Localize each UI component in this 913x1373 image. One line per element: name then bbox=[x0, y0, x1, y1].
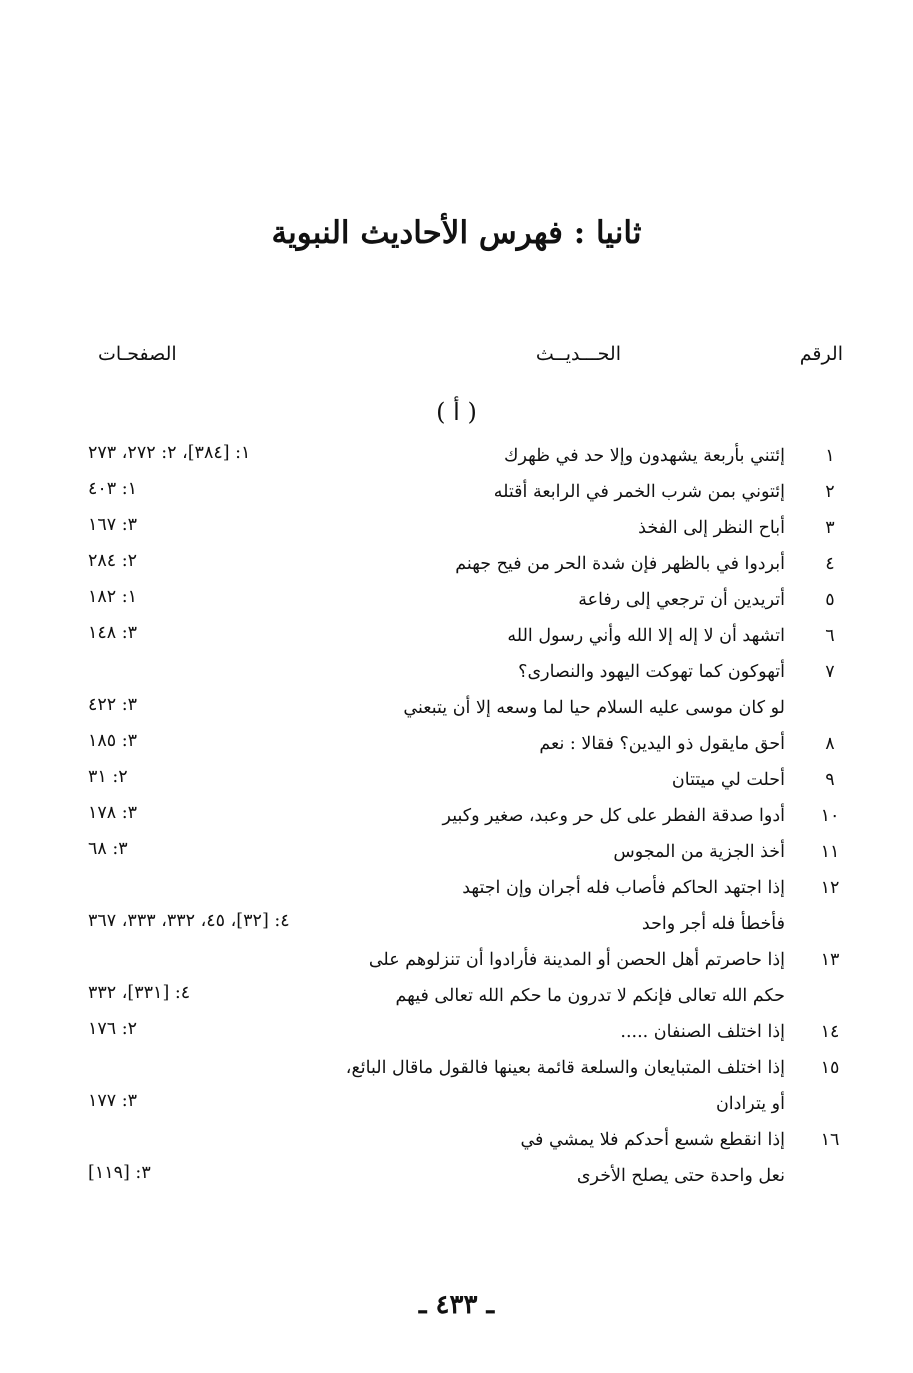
page-references: ٢: ١٧٦ bbox=[88, 1019, 138, 1039]
index-row bbox=[60, 476, 845, 512]
hadith-text: إذا اجتهد الحاكم فأصاب فله أجران وإن اجتهد bbox=[462, 878, 785, 898]
hadith-text: إئتوني بمن شرب الخمر في الرابعة أقتله bbox=[493, 482, 785, 502]
column-header-number: الرقم bbox=[799, 343, 843, 365]
hadith-text: إذا اختلف الصنفان ..... bbox=[620, 1022, 785, 1042]
page-references: ٢: ٢٨٤ bbox=[88, 551, 138, 571]
page-references: ٣: ١٧٧ bbox=[88, 1091, 138, 1111]
index-row bbox=[60, 512, 845, 548]
hadith-text: أدوا صدقة الفطر على كل حر وعبد، صغير وكبير bbox=[442, 806, 785, 826]
hadith-text: حكم الله تعالى فإنكم لا تدرون ما حكم الله تعالى فيهم bbox=[395, 986, 785, 1006]
hadith-text: أو يترادان bbox=[715, 1094, 785, 1114]
index-row bbox=[60, 1124, 845, 1160]
hadith-index-list bbox=[60, 440, 845, 1196]
entry-number: ٣ bbox=[825, 518, 835, 538]
entry-number: ١٤ bbox=[820, 1022, 840, 1042]
index-row bbox=[60, 728, 845, 764]
entry-number: ٦ bbox=[825, 626, 835, 646]
entry-number: ١٦ bbox=[820, 1130, 840, 1150]
hadith-text: أخذ الجزية من المجوس bbox=[613, 842, 785, 862]
hadith-text: إذا حاصرتم أهل الحصن أو المدينة فأرادوا أن تنزلوهم على bbox=[368, 950, 785, 970]
entry-number: ٥ bbox=[825, 590, 835, 610]
entry-number: ١ bbox=[825, 446, 835, 466]
hadith-text: أبردوا في بالظهر فإن شدة الحر من فيح جهنم bbox=[455, 554, 785, 574]
index-row bbox=[60, 620, 845, 656]
page-references: ٣: ١٤٨ bbox=[88, 623, 138, 643]
index-row bbox=[60, 584, 845, 620]
index-row bbox=[60, 1088, 845, 1124]
page-references: ٣: ١٦٧ bbox=[88, 515, 138, 535]
entry-number: ٧ bbox=[825, 662, 835, 682]
page-references: ١: ٤٠٣ bbox=[88, 479, 138, 499]
index-row bbox=[60, 872, 845, 908]
hadith-text: اتشهد أن لا إله إلا الله وأني رسول الله bbox=[507, 626, 785, 646]
hadith-text: أتريدين أن ترجعي إلى رفاعة bbox=[578, 590, 785, 610]
hadith-text: إذا اختلف المتبايعان والسلعة قائمة بعينها فالقول ماقال البائع، bbox=[345, 1058, 785, 1078]
entry-number: ٩ bbox=[825, 770, 835, 790]
index-row bbox=[60, 440, 845, 476]
index-row bbox=[60, 908, 845, 944]
page-references: ٣: [١١٩] bbox=[88, 1163, 151, 1183]
index-row bbox=[60, 980, 845, 1016]
index-row bbox=[60, 1016, 845, 1052]
page-references: ٢: ٣١ bbox=[88, 767, 128, 787]
page-references: ٣: ١٨٥ bbox=[88, 731, 138, 751]
page-references: ٣: ٤٢٢ bbox=[88, 695, 138, 715]
entry-number: ٨ bbox=[825, 734, 835, 754]
index-row bbox=[60, 1052, 845, 1088]
page-references: ١: [٣٨٤]، ٢: ٢٧٢، ٢٧٣ bbox=[88, 443, 251, 463]
entry-number: ١٣ bbox=[820, 950, 840, 970]
hadith-text: نعل واحدة حتى يصلح الأخرى bbox=[576, 1166, 785, 1186]
hadith-text: أباح النظر إلى الفخذ bbox=[638, 518, 785, 538]
index-row bbox=[60, 800, 845, 836]
page-title: ثانيا : فهرس الأحاديث النبوية bbox=[271, 215, 642, 251]
hadith-text: لو كان موسى عليه السلام حيا لما وسعه إلا أن يتبعني bbox=[403, 698, 785, 718]
entry-number: ١٥ bbox=[820, 1058, 840, 1078]
index-row bbox=[60, 944, 845, 980]
index-row bbox=[60, 764, 845, 800]
index-row bbox=[60, 548, 845, 584]
column-header-hadith: الحـــديــث bbox=[535, 343, 621, 365]
index-row bbox=[60, 836, 845, 872]
entry-number: ١١ bbox=[820, 842, 840, 862]
section-letter: ( أ ) bbox=[436, 398, 477, 426]
hadith-text: إذا انقطع شسع أحدكم فلا يمشي في bbox=[520, 1130, 785, 1150]
hadith-text: أحق مايقول ذو اليدين؟ فقالا : نعم bbox=[539, 734, 785, 754]
hadith-text: أحلت لي ميتتان bbox=[671, 770, 785, 790]
index-row bbox=[60, 692, 845, 728]
page-references: ١: ١٨٢ bbox=[88, 587, 138, 607]
page-references: ٣: ١٧٨ bbox=[88, 803, 138, 823]
hadith-text: فأخطأ فله أجر واحد bbox=[641, 914, 785, 934]
entry-number: ٤ bbox=[825, 554, 835, 574]
entry-number: ١٢ bbox=[820, 878, 840, 898]
hadith-text: أتهوكون كما تهوكت اليهود والنصارى؟ bbox=[518, 662, 785, 682]
page-references: ٣: ٦٨ bbox=[88, 839, 128, 859]
index-row bbox=[60, 1160, 845, 1196]
column-header-pages: الصفحـات bbox=[98, 343, 177, 365]
page-number: ـ ٤٣٣ ـ bbox=[418, 1290, 495, 1320]
entry-number: ٢ bbox=[825, 482, 835, 502]
page-references: ٤: [٣٣١]، ٣٣٢ bbox=[88, 983, 191, 1003]
hadith-text: إئتني بأربعة يشهدون وإلا حد في ظهرك bbox=[504, 446, 785, 466]
page-references: ٤: [٣٢]، ٤٥، ٣٣٢، ٣٣٣، ٣٦٧ bbox=[88, 911, 290, 931]
index-row bbox=[60, 656, 845, 692]
entry-number: ١٠ bbox=[820, 806, 840, 826]
